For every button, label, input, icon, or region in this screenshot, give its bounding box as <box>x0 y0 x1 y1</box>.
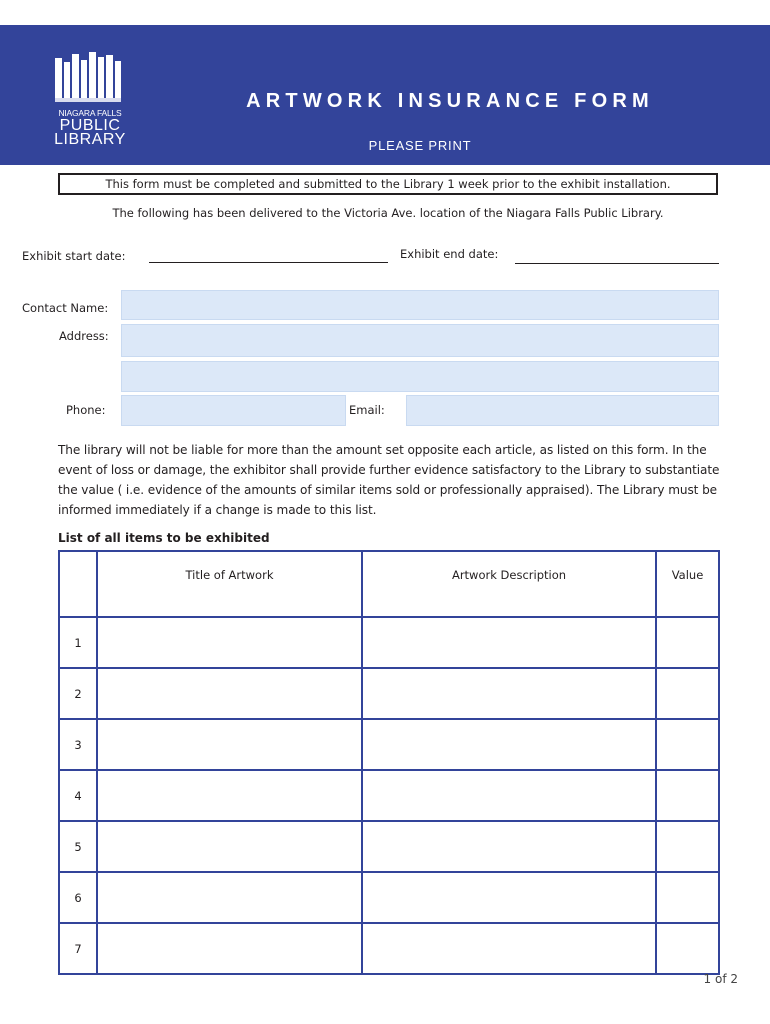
col-header-number <box>59 551 97 617</box>
row-number: 7 <box>59 923 97 974</box>
page-number: 1 of 2 <box>703 972 738 986</box>
contact-name-field[interactable] <box>121 290 719 320</box>
address-field-line-1[interactable] <box>121 324 719 357</box>
artwork-description-cell[interactable] <box>362 872 656 923</box>
artwork-title-cell[interactable] <box>97 617 362 668</box>
artwork-description-cell[interactable] <box>362 617 656 668</box>
artwork-description-cell[interactable] <box>362 719 656 770</box>
artwork-value-cell[interactable] <box>656 668 719 719</box>
row-number: 1 <box>59 617 97 668</box>
artwork-title-cell[interactable] <box>97 770 362 821</box>
address-field-line-2[interactable] <box>121 361 719 392</box>
table-row <box>59 770 719 821</box>
exhibit-end-label: Exhibit end date: <box>400 247 499 261</box>
artwork-value-cell[interactable] <box>656 617 719 668</box>
items-table <box>58 550 720 975</box>
submission-notice: This form must be completed and submitted to the Library 1 week prior to the exhibit installation. <box>58 173 718 195</box>
address-label: Address: <box>59 329 109 343</box>
row-number: 2 <box>59 668 97 719</box>
phone-field[interactable] <box>121 395 346 426</box>
artwork-title-cell[interactable] <box>97 719 362 770</box>
exhibit-end-date-line[interactable] <box>515 263 719 264</box>
row-number: 4 <box>59 770 97 821</box>
library-logo <box>52 52 128 150</box>
logo-text-public: PUBLIC <box>59 117 121 134</box>
table-row <box>59 617 719 668</box>
col-header-description: Artwork Description <box>362 551 656 617</box>
artwork-title-cell[interactable] <box>97 821 362 872</box>
contact-name-label: Contact Name: <box>22 301 109 315</box>
artwork-value-cell[interactable] <box>656 719 719 770</box>
logo-text-niagara-falls: NIAGARA FALLS <box>58 108 122 118</box>
artwork-title-cell[interactable] <box>97 872 362 923</box>
email-field[interactable] <box>406 395 719 426</box>
artwork-title-cell[interactable] <box>97 668 362 719</box>
books-logo-icon <box>55 52 125 102</box>
row-number: 3 <box>59 719 97 770</box>
items-table-header <box>59 551 719 617</box>
artwork-description-cell[interactable] <box>362 668 656 719</box>
artwork-value-cell[interactable] <box>656 872 719 923</box>
exhibit-start-date-line[interactable] <box>149 262 388 263</box>
liability-disclaimer: The library will not be liable for more than the amount set opposite each article, as listed on this form. In the event of loss or damage, the exhibitor shall provide further evidence satisfactory to the Library to substantiate the value ( i.e. evidence of the amounts of similar items sold or professionally appraised). The Library must be informed immediately if a change is made to this list. <box>58 443 720 517</box>
table-row <box>59 872 719 923</box>
col-header-title: Title of Artwork <box>97 551 362 617</box>
form-subtitle: PLEASE PRINT <box>368 138 472 153</box>
artwork-value-cell[interactable] <box>656 923 719 974</box>
phone-label: Phone: <box>66 403 106 417</box>
artwork-value-cell[interactable] <box>656 770 719 821</box>
artwork-description-cell[interactable] <box>362 770 656 821</box>
logo-text-library: LIBRARY <box>54 131 126 148</box>
items-list-title: List of all items to be exhibited <box>58 531 270 545</box>
form-title: ARTWORK INSURANCE FORM <box>246 90 654 112</box>
artwork-description-cell[interactable] <box>362 821 656 872</box>
artwork-value-cell[interactable] <box>656 821 719 872</box>
row-number: 6 <box>59 872 97 923</box>
delivered-statement: The following has been delivered to the Victoria Ave. location of the Niagara Falls Public Library. <box>112 206 664 220</box>
artwork-title-cell[interactable] <box>97 923 362 974</box>
exhibit-start-label: Exhibit start date: <box>22 249 126 263</box>
email-label: Email: <box>349 403 385 417</box>
artwork-description-cell[interactable] <box>362 923 656 974</box>
col-header-value: Value <box>656 551 719 617</box>
table-row <box>59 821 719 872</box>
header-banner <box>0 25 770 165</box>
row-number: 5 <box>59 821 97 872</box>
table-row <box>59 668 719 719</box>
table-row <box>59 923 719 974</box>
table-row <box>59 719 719 770</box>
